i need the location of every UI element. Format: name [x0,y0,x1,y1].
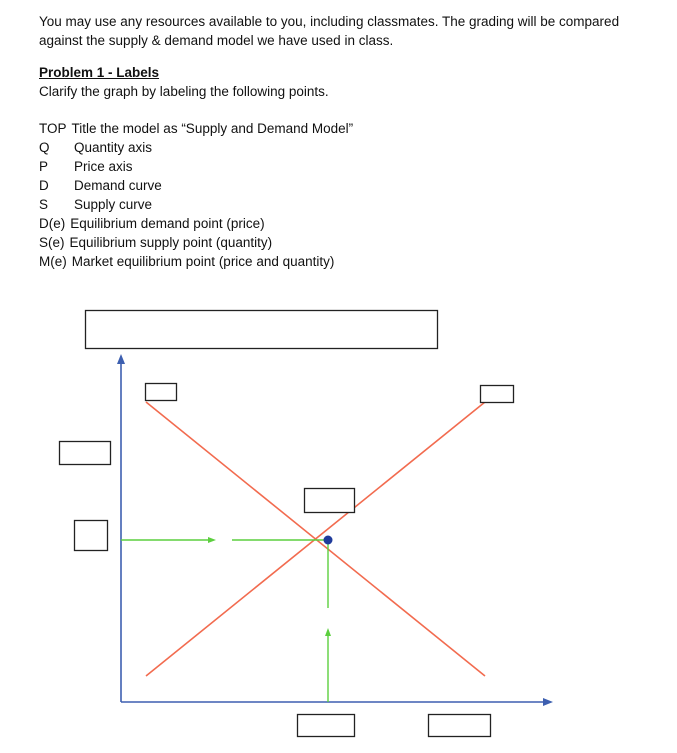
legend-text: Supply curve [74,197,153,212]
demand-curve-label-box[interactable] [146,384,177,401]
price-axis-arrow [117,354,125,364]
legend-text: Demand curve [74,178,162,193]
legend-key: S(e) [39,235,65,250]
price-axis-label-box[interactable] [60,442,111,465]
title-label-box[interactable] [86,311,438,349]
legend-key: D(e) [39,216,66,231]
price-guide-arrow [208,537,216,543]
legend-key: TOP [39,121,67,136]
problem-heading: Problem 1 - Labels [39,65,160,80]
legend-key: P [39,159,49,174]
legend-text: Title the model as “Supply and Demand Model” [71,121,354,136]
legend-text: Market equilibrium point (price and quantity) [71,254,335,269]
market-equilibrium-point [324,536,333,545]
legend-text: Price axis [74,159,133,174]
market-equilibrium-label-box[interactable] [305,489,355,513]
instructions-text: You may use any resources available to you, including classmates. The grading will be compared against the supply & demand model we have used in class. [39,14,620,48]
legend-key: S [39,197,49,212]
quantity-axis-arrow [543,698,553,706]
quantity-guide-arrow [325,628,331,636]
legend-text: Equilibrium supply point (quantity) [69,235,273,250]
quantity-axis-label-box[interactable] [429,715,491,737]
legend-key: Q [39,140,50,155]
legend-text: Quantity axis [74,140,153,155]
supply-curve-label-box[interactable] [481,386,514,403]
equilibrium-demand-label-box[interactable] [75,521,108,551]
legend-key: M(e) [39,254,67,269]
legend-text: Equilibrium demand point (price) [70,216,265,231]
problem-subtitle: Clarify the graph by labeling the following points. [39,84,329,99]
equilibrium-supply-label-box[interactable] [298,715,355,737]
legend-key: D [39,178,49,193]
